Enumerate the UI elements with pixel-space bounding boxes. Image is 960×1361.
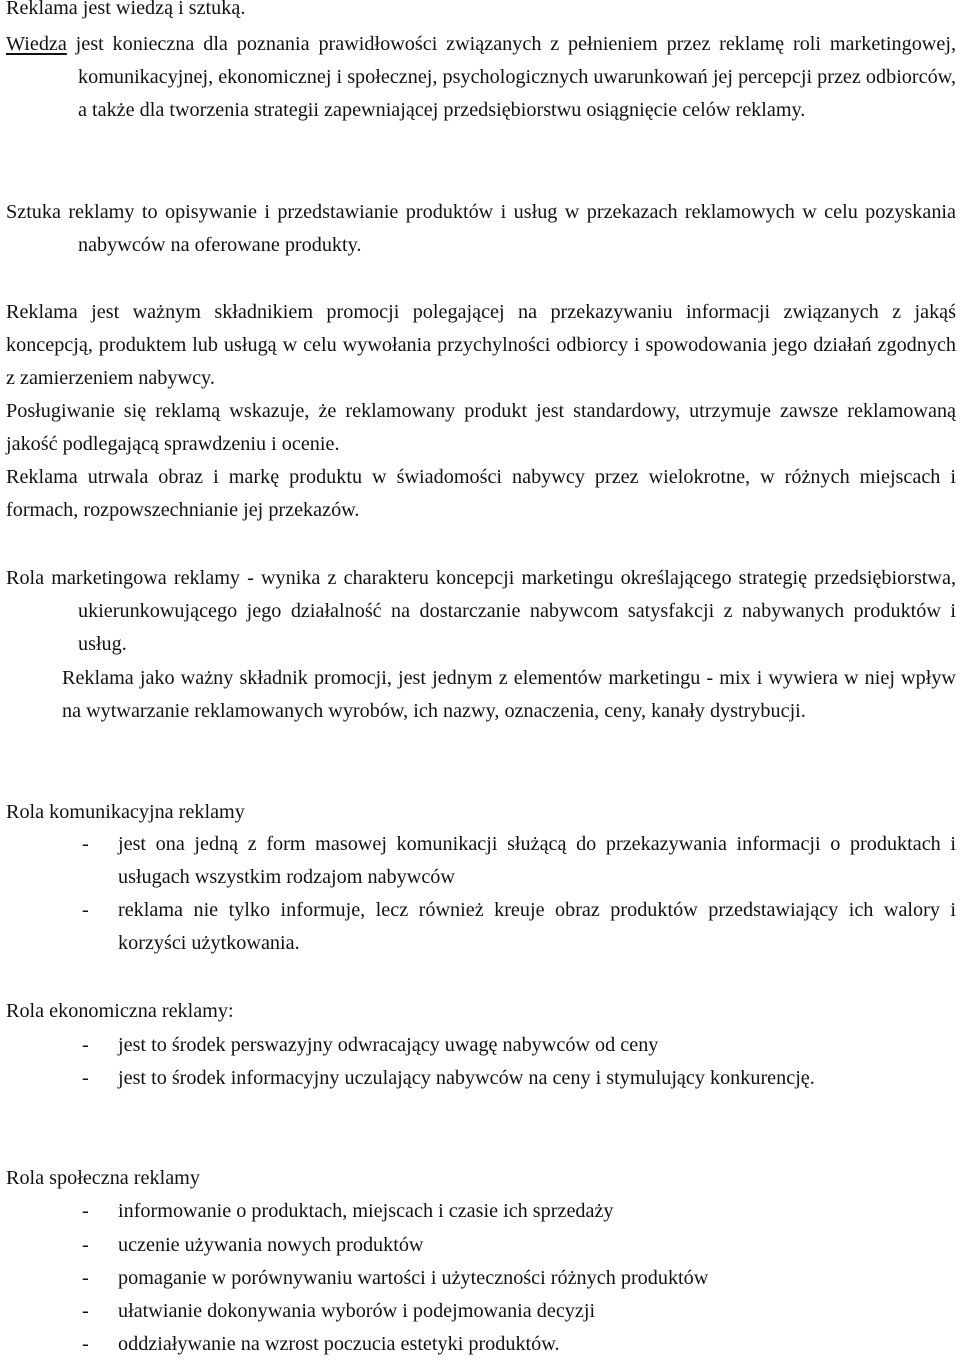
dash-marker: - (82, 1267, 89, 1289)
reklama-paragraph-2: Posługiwanie się reklamą wskazuje, że reklamowany produkt jest standardowy, utrzymuje zawsze reklamowaną jakość podlegającą sprawdzeniu i ocenie. (6, 400, 956, 455)
reklama-paragraph-1: Reklama jest ważnym składnikiem promocji polegającej na przekazywaniu informacji związanych z jakąś koncepcją, produktem lub usługą w celu wywołania przychylności odbiorcy i spowodowania jego działań zgodnych z zamierzeniem nabywcy. (6, 301, 956, 389)
list-item-text: jest ona jedną z form masowej komunikacji służącą do przekazywania informacji o produktach i usługach wszystkim rodzajom nabywców (118, 833, 956, 888)
list-item-text: oddziaływanie na wzrost poczucia estetyki produktów. (118, 1333, 560, 1355)
wiedza-paragraph (6, 28, 956, 127)
dash-marker: - (82, 1200, 89, 1222)
dash-marker: - (82, 1067, 89, 1089)
komunikacyjna-heading: Rola komunikacyjna reklamy (6, 801, 245, 823)
list-item-text: reklama nie tylko informuje, lecz również kreuje obraz produktów przedstawiający ich walory i korzyści użytkowania. (118, 899, 956, 954)
list-item-text: uczenie używania nowych produktów (118, 1234, 424, 1256)
sztuka-paragraph: Sztuka reklamy to opisywanie i przedstawianie produktów i usług w przekazach reklamowych w celu pozyskania nabywców na oferowane produkty. (6, 201, 956, 256)
reklama-paragraph-3: Reklama utrwala obraz i markę produktu w świadomości nabywcy przez wielokrotne, w różnych miejscach i formach, rozpowszechnianie jej przekazów. (6, 466, 956, 521)
list-item-text: pomaganie w porównywaniu wartości i użyteczności różnych produktów (118, 1267, 709, 1289)
dash-marker: - (82, 1034, 89, 1056)
dash-marker: - (82, 1234, 89, 1256)
list-item-text: jest to środek perswazyjny odwracający uwagę nabywców od ceny (118, 1034, 659, 1056)
dash-marker: - (82, 833, 89, 855)
ekonomiczna-heading: Rola ekonomiczna reklamy: (6, 1000, 234, 1022)
marketingowa-subparagraph: Reklama jako ważny składnik promocji, jest jednym z elementów marketingu - mix i wywiera w niej wpływ na wytwarzanie reklamowanych wyrobów, ich nazwy, oznaczenia, ceny, kanały dystrybucji. (62, 667, 956, 722)
dash-marker: - (82, 1300, 89, 1322)
dash-marker: - (82, 899, 89, 921)
list-item-text: jest to środek informacyjny uczulający nabywców na ceny i stymulujący konkurencję. (118, 1067, 815, 1089)
spoleczna-heading: Rola społeczna reklamy (6, 1167, 200, 1189)
list-item-text: ułatwianie dokonywania wyborów i podejmowania decyzji (118, 1300, 596, 1322)
document-title: Reklama jest wiedzą i sztuką. (6, 0, 246, 19)
wiedza-lead: Wiedza (6, 33, 67, 55)
list-item-text: informowanie o produktach, miejscach i czasie ich sprzedaży (118, 1200, 614, 1222)
wiedza-text: jest konieczna dla poznania prawidłowości związanych z pełnieniem przez reklamę roli marketingowej, komunikacyjnej, ekonomicznej i społecznej, psychologicznych uwarunkowań jej percepcji przez odbiorców, a także dla tworzenia strategii zapewniającej przedsiębiorstwu osiągnięcie celów reklamy. (66, 33, 956, 121)
dash-marker: - (82, 1333, 89, 1355)
marketingowa-paragraph: Rola marketingowa reklamy - wynika z charakteru koncepcji marketingu określającego strategię przedsiębiorstwa, ukierunkowującego jego działalność na dostarczanie nabywcom satysfakcji z nabywanych produktów i usług. (6, 567, 956, 655)
